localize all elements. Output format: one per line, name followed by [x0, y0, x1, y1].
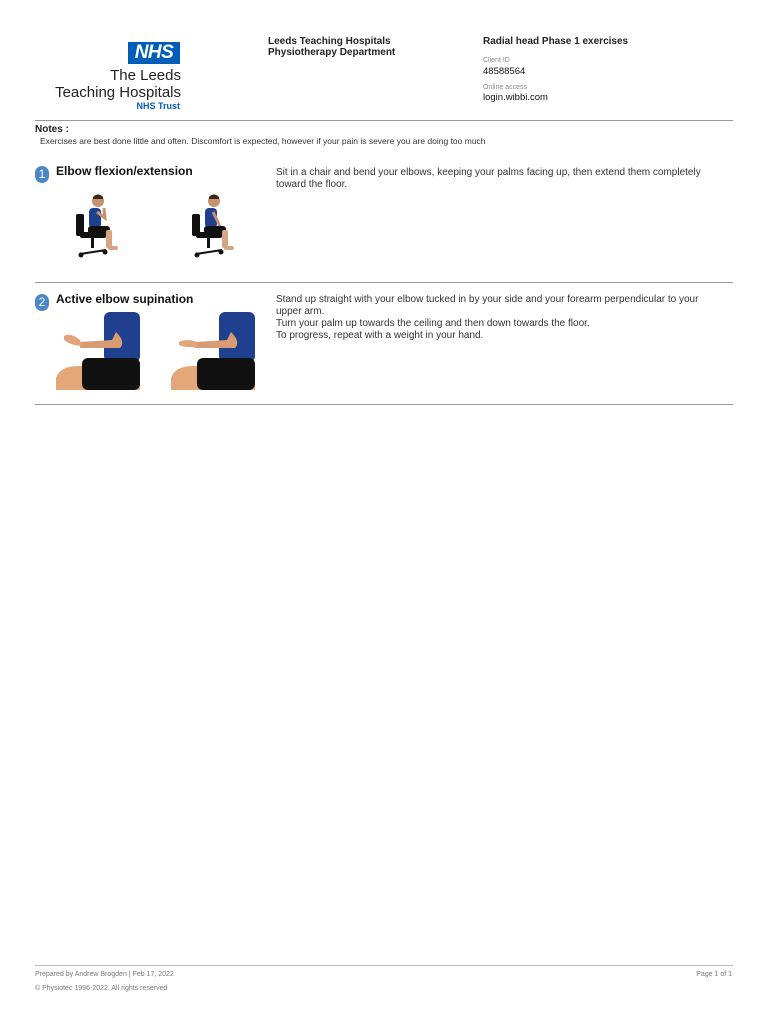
client-id-value: 48588564	[483, 66, 526, 77]
nhs-trust-logo	[48, 40, 184, 114]
prepared-by: Prepared by Andrew Brogden | Feb 17, 2022	[35, 971, 174, 978]
hospital-line-1: Leeds Teaching Hospitals	[268, 36, 391, 47]
logo-line-3: NHS Trust	[136, 101, 180, 111]
forearm-supination-photo	[56, 312, 142, 390]
nhs-logo-badge: NHS	[128, 42, 180, 64]
description-line: Turn your palm up towards the ceiling and then down towards the floor.	[276, 318, 590, 329]
program-title: Radial head Phase 1 exercises	[483, 36, 629, 47]
exercise-description	[276, 294, 726, 342]
exercise-number-badge: 1	[35, 166, 49, 183]
online-access-label: Online access	[483, 84, 527, 91]
exercise-title: Elbow flexion/extension	[56, 164, 193, 178]
exercise-image-end	[171, 312, 257, 390]
exercise-divider	[35, 282, 733, 283]
exercise-title: Active elbow supination	[56, 292, 194, 306]
forearm-supination-photo	[171, 312, 257, 390]
exercise-image-start	[72, 190, 132, 260]
header-divider	[35, 120, 733, 121]
notes-label: Notes :	[35, 124, 69, 135]
hospital-line-2: Physiotherapy Department	[268, 47, 396, 58]
hospital-name	[268, 36, 395, 58]
exercise-divider	[35, 404, 733, 405]
online-access-link[interactable]: login.wibbi.com	[483, 92, 548, 103]
seated-person-illustration	[188, 190, 248, 260]
copyright: © Physiotec 1996-2022. All rights reserved	[35, 985, 168, 992]
page-number: Page 1 of 1	[696, 971, 732, 978]
seated-person-illustration	[72, 190, 132, 260]
footer-divider	[35, 965, 733, 966]
notes-text: Exercises are best done little and often. Discomfort is expected, however if your pain is severe you are doing too much	[40, 136, 486, 146]
exercise-image-start	[56, 312, 142, 390]
exercise-number-badge: 2	[35, 294, 49, 311]
exercise-image-end	[188, 190, 248, 260]
description-line: To progress, repeat with a weight in your hand.	[276, 330, 484, 341]
logo-line-2: Teaching Hospitals	[55, 84, 181, 101]
client-id-label: Client ID	[483, 57, 510, 64]
exercise-description: Sit in a chair and bend your elbows, keeping your palms facing up, then extend them completely toward the floor.	[276, 167, 701, 190]
logo-line-1: The Leeds	[110, 67, 181, 84]
description-line: Stand up straight with your elbow tucked in by your side and your forearm perpendicular to your upper arm.	[276, 294, 699, 317]
